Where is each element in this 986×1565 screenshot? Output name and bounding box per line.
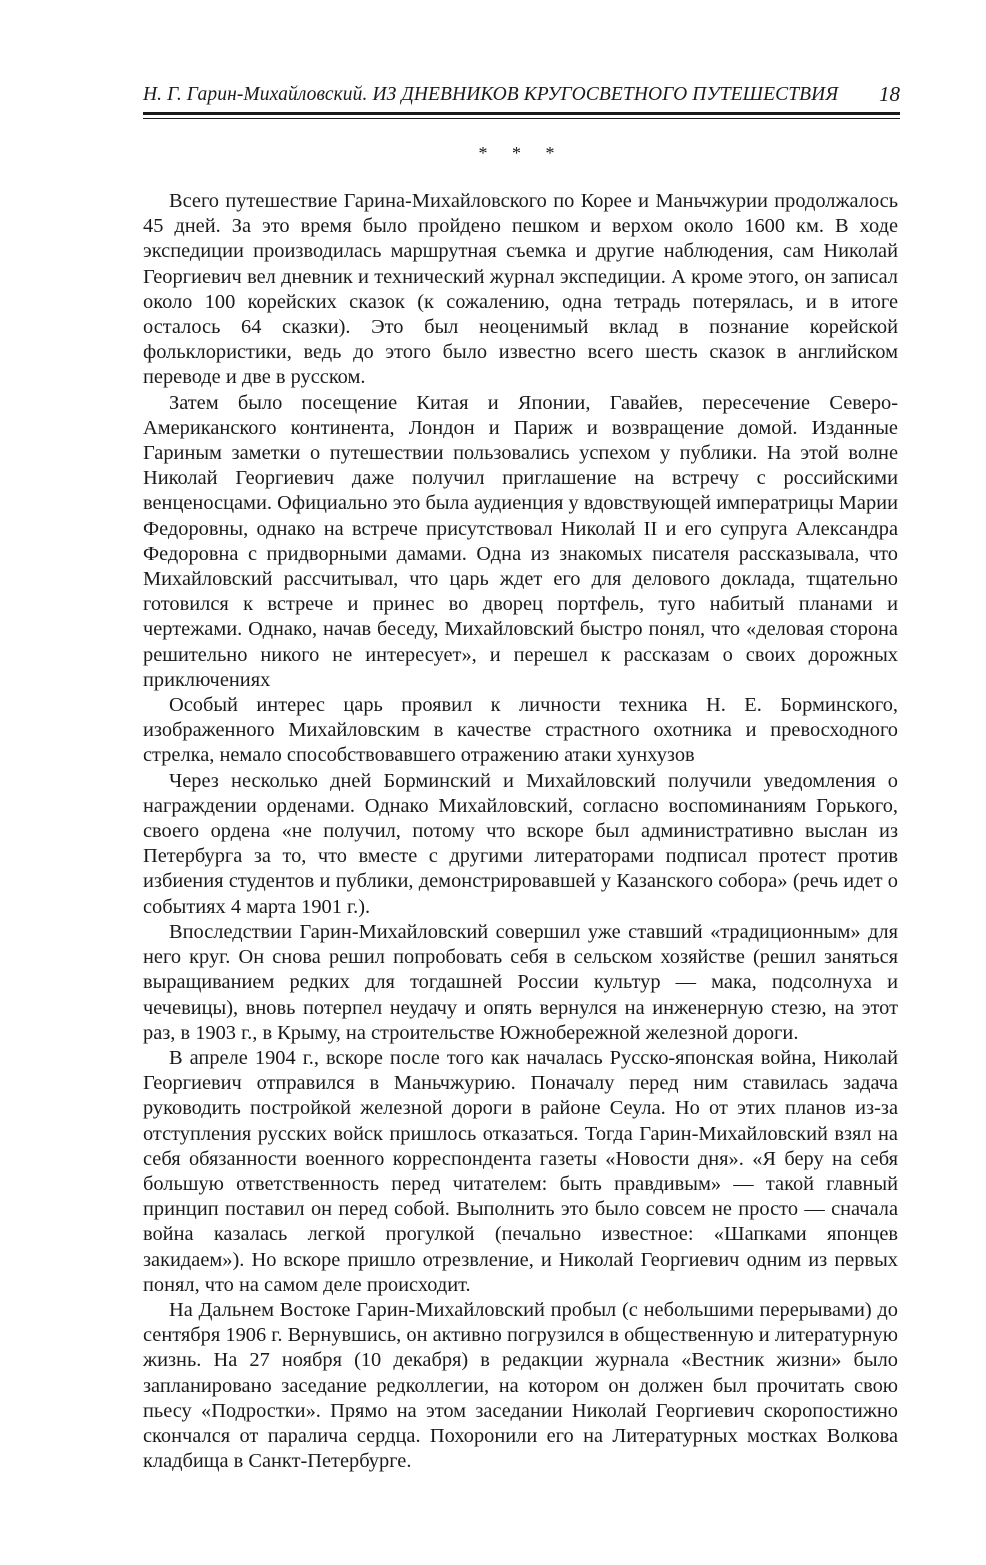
- running-header: [143, 78, 900, 110]
- paragraph: Через несколько дней Борминский и Михайловский получили уведомления о награждении орденами. Однако Михайловский, согласно воспоминаниям Горького, своего ордена «не получил, потому что вскоре был административно выслан из Петербурга за то, что вместе с другими литераторами подписал протест против избиения студентов и публики, демонстрировавшей у Казанского собора» (речь идет о событиях 4 марта 1901 г.).: [143, 769, 898, 918]
- paragraph: Особый интерес царь проявил к личности техника Н. Е. Борминского, изображенного Михайловским в качестве страстного охотника и превосходного стрелка, немало способствовавшего отражению атаки хунхузов: [143, 694, 898, 767]
- body-text: [143, 189, 898, 1474]
- paragraph: Впоследствии Гарин-Михайловский совершил уже ставший «традиционным» для него круг. Он снова решил попробовать себя в сельском хозяйстве (решил заняться выращиванием редких для тогдашней России культур — мака, подсолнуха и чечевицы), вновь потерпел неудачу и опять вернулся на инженерную стезю, на этот раз, в 1903 г., в Крыму, на строительстве Южнобережной железной дороги.: [143, 920, 898, 1044]
- header-rule-thick: [143, 112, 900, 115]
- paragraph: Затем было посещение Китая и Японии, Гавайев, пересечение Северо-Американского континента, Лондон и Париж и возвращение домой. Изданные Гариным заметки о путешествии пользовались успехом у публики. На этой волне Николай Георгиевич даже получил приглашение на встречу с российскими венценосцами. Официально это была аудиенция у вдовствующей императрицы Марии Федоровны, однако на встрече присутствовал Николай II и его супруга Александра Федоровна с придворными дамами. Одна из знакомых писателя рассказывала, что Михайловский рассчитывал, что царь ждет его для делового доклада, тщательно готовился к встрече и принес во дворец портфель, туго набитый планами и чертежами. Однако, начав беседу, Михайловский быстро понял, что «деловая сторона решительно никого не интересует», и перешел к рассказам о своих дорожных приключениях: [143, 391, 898, 691]
- running-header-title: Н. Г. Гарин-Михайловский. ИЗ ДНЕВНИКОВ КРУГОСВЕТНОГО ПУТЕШЕСТВИЯ: [143, 84, 839, 105]
- section-separator: * * *: [478, 143, 565, 163]
- paragraph: На Дальнем Востоке Гарин-Михайловский пробыл (с небольшими перерывами) до сентября 1906 г. Вернувшись, он активно погрузился в общественную и литературную жизнь. На 27 ноября (10 декабря) в редакции журнала «Вестник жизни» было запланировано заседание редколлегии, на котором он должен был прочитать свою пьесу «Подростки». Прямо на этом заседании Николай Георгиевич скоропостижно скончался от паралича сердца. Похоронили его на Литературных мостках Волкова кладбища в Санкт-Петербурге.: [143, 1298, 898, 1473]
- page-number: 18: [879, 82, 900, 106]
- header-rule-thin: [143, 118, 900, 119]
- paragraph: В апреле 1904 г., вскоре после того как началась Русско-японская война, Николай Георгиевич отправился в Маньчжурию. Поначалу перед ним ставилась задача руководить постройкой железной дороги в районе Сеула. Но от этих планов из-за отступления русских войск пришлось отказаться. Тогда Гарин-Михайловский взял на себя обязанности военного корреспондента газеты «Новости дня». «Я беру на себя большую ответственность перед читателем: быть правдивым» — такой главный принцип поставил он перед собой. Выполнить это было совсем не просто — сначала война казалась легкой прогулкой (печально известное: «Шапками японцев закидаем»). Но вскоре пришло отрезвление, и Николай Георгиевич одним из первых понял, что на самом деле происходит.: [143, 1046, 898, 1296]
- paragraph: Всего путешествие Гарина-Михайловского по Корее и Маньчжурии продолжалось 45 дней. За это время было пройдено пешком и верхом около 1600 км. В ходе экспедиции производилась маршрутная съемка и другие наблюдения, сам Николай Георгиевич вел дневник и технический журнал экспедиции. А кроме этого, он записал около 100 корейских сказок (к сожалению, одна тетрадь потерялась, и в итоге осталось 64 сказки). Это был неоценимый вклад в познание корейской фольклористики, ведь до этого было известно всего шесть сказок в английском переводе и две в русском.: [143, 190, 898, 389]
